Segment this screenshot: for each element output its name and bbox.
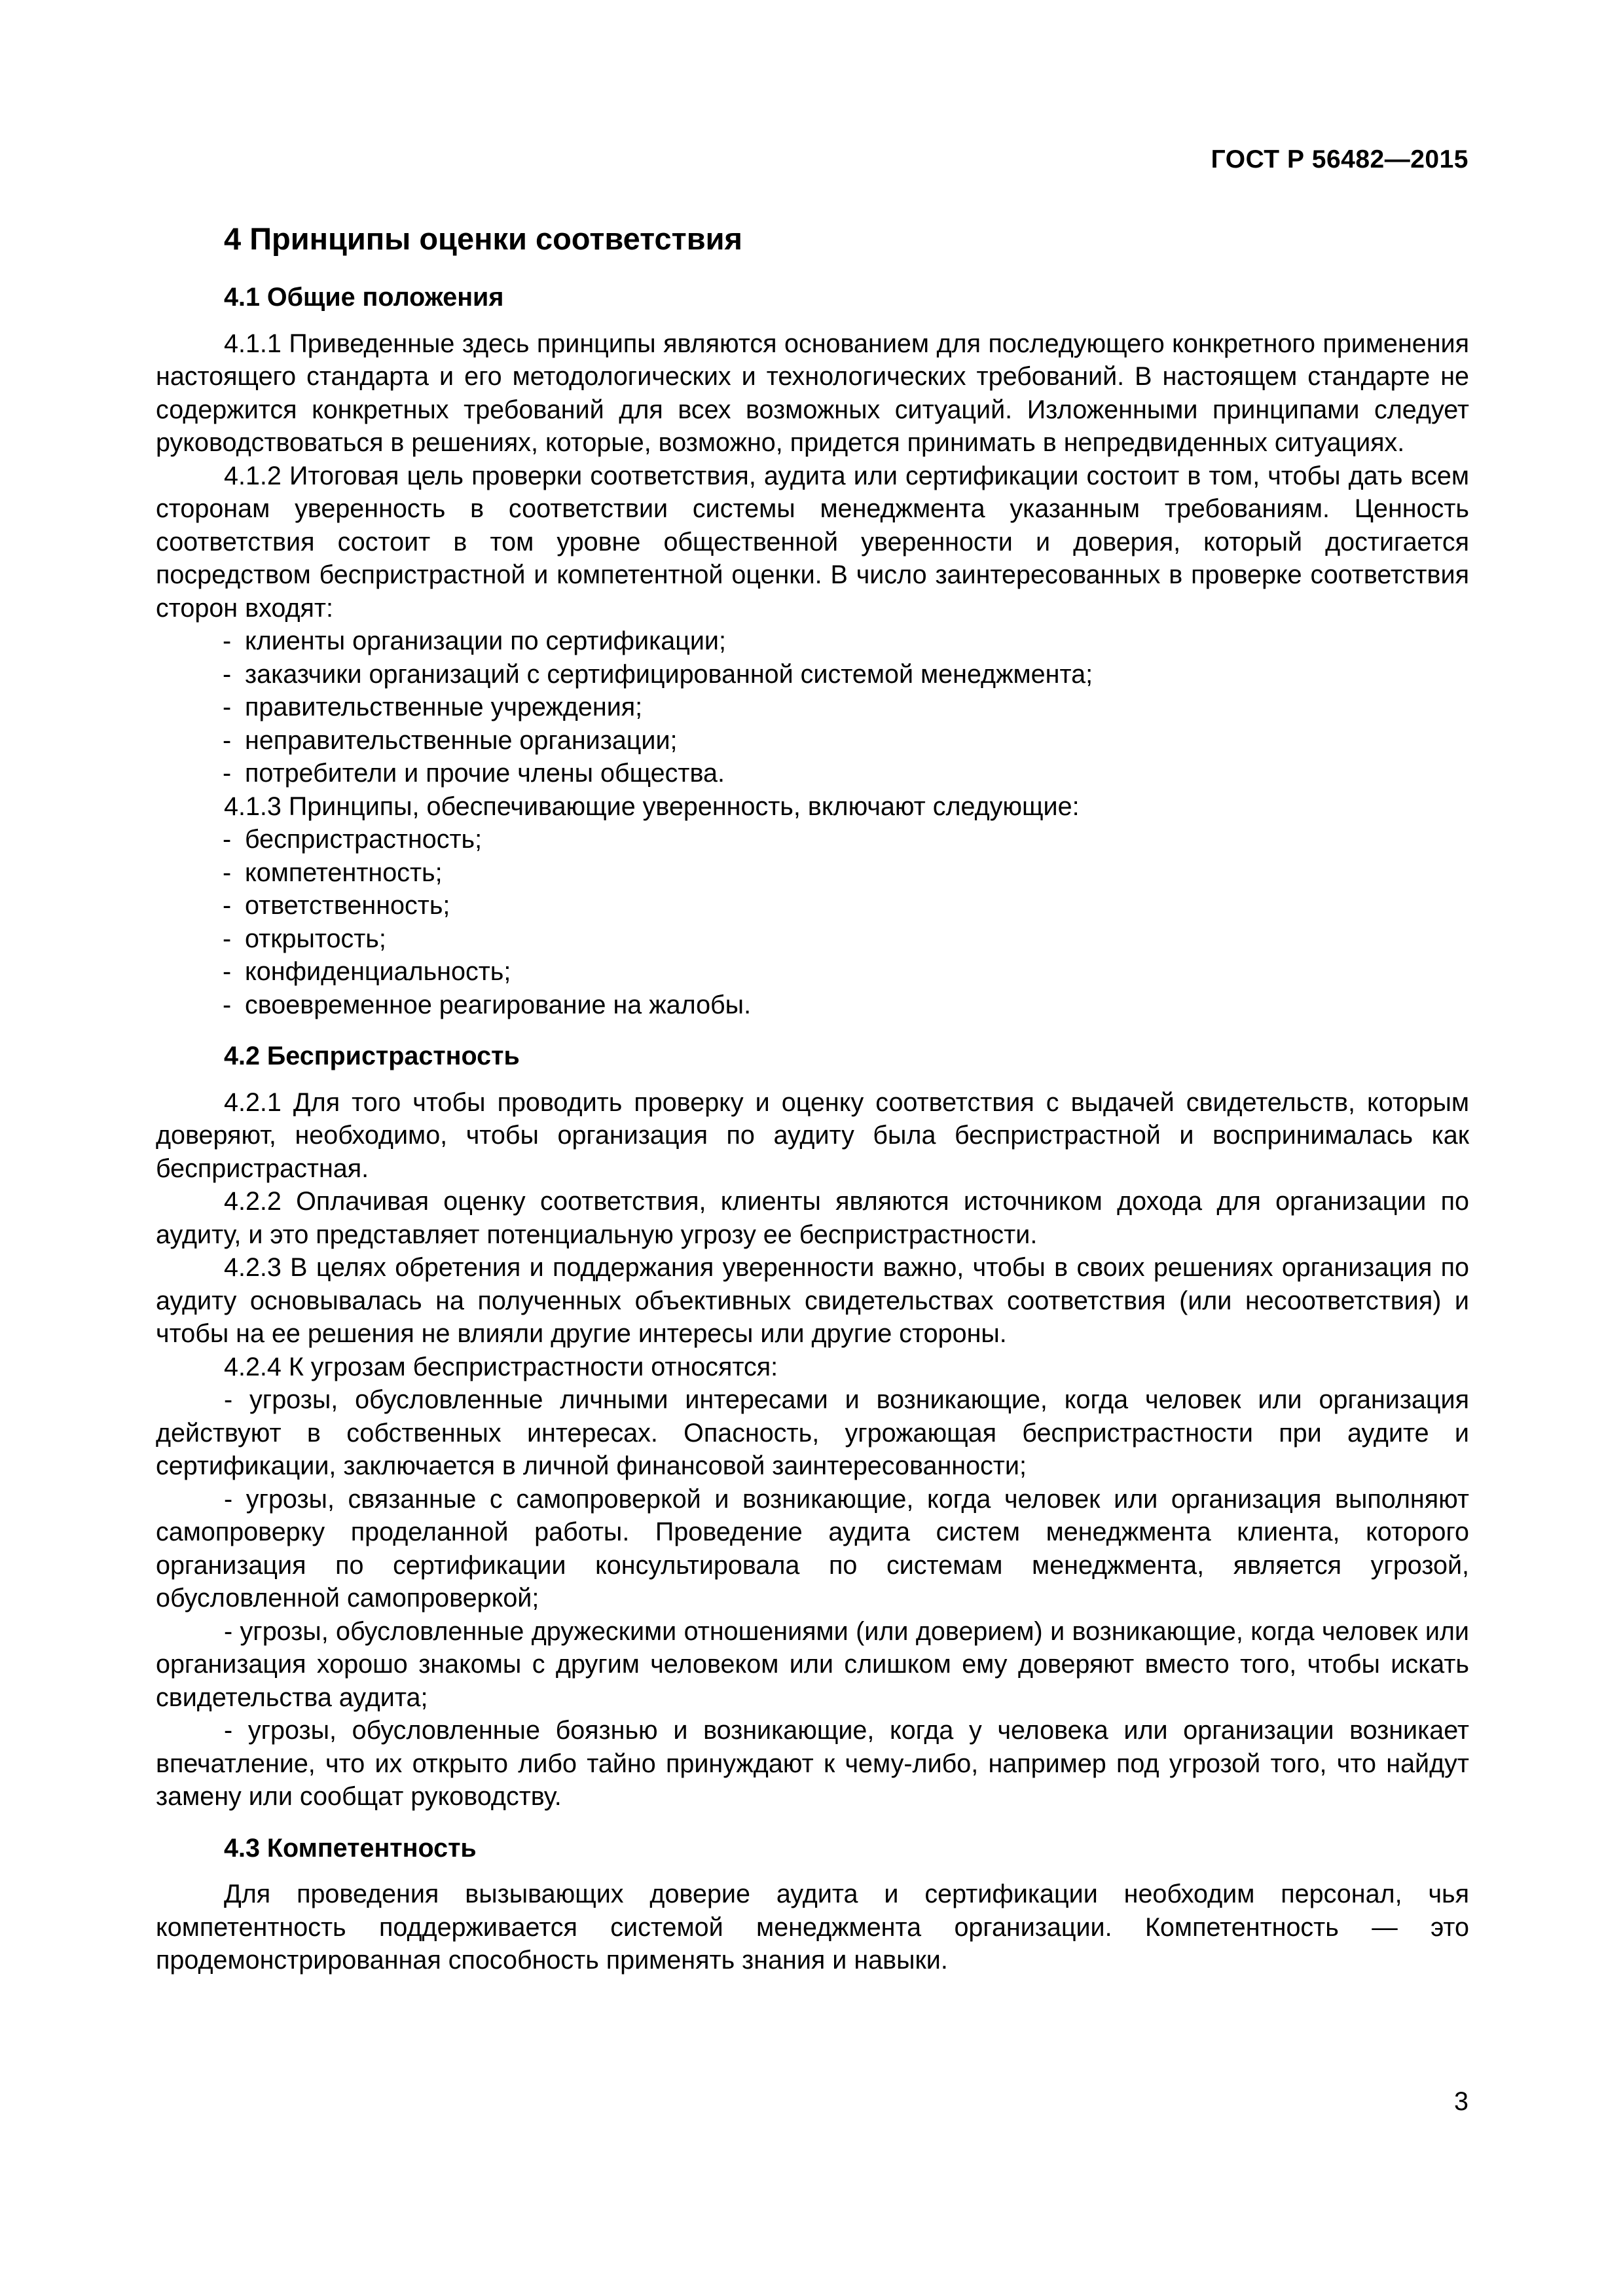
paragraph-4-1-2: 4.1.2 Итоговая цель проверки соответствия, аудита или сертификации состоит в том, чтобы дать всем сторонам уверенность в соответствии системы менеджмента указанным требованиям. Ценность соответствия состоит в том уровне общественной уверенности и доверия, который достигается посредством беспристрастной и компетентной оценки. В число заинтересованных в проверке соответствия сторон входят: (156, 461, 1469, 623)
list-item: - открытость; (223, 924, 386, 953)
paragraph-4-2-2: 4.2.2 Оплачивая оценку соответствия, клиенты являются источником дохода для организации по аудиту, и это представляет потенциальную угрозу ее беспристрастности. (156, 1187, 1469, 1249)
list-item: - правительственные учреждения; (223, 693, 643, 721)
stakeholders-list (156, 625, 1469, 790)
list-item: - клиенты организации по сертификации; (223, 627, 726, 655)
page-number: 3 (1454, 2087, 1468, 2116)
list-item: - неправительственные организации; (223, 725, 678, 755)
list-item: - ответственность; (223, 891, 450, 920)
paragraph-4-1-1: 4.1.1 Приведенные здесь принципы являются основанием для последующего конкретного применения настоящего стандарта и его методологических и технологических требований. В настоящем стандарте не содержится конкретных требований для всех возможных ситуаций. Изложенными принципами следует руководствоваться в решениях, которые, возможно, придется принимать в непредвиденных ситуациях. (156, 329, 1469, 457)
paragraph-4-2-1: 4.2.1 Для того чтобы проводить проверку и оценку соответствия с выдачей свидетельств, которым доверяют, необходимо, чтобы организация по аудиту была беспристрастной и воспринималась как беспристрастная. (156, 1087, 1469, 1183)
paragraph-4-1-3: 4.1.3 Принципы, обеспечивающие уверенность, включают следующие: (224, 792, 1080, 821)
subsection-title-4-3: 4.3 Компетентность (224, 1833, 477, 1863)
paragraph-4-2-3: 4.2.3 В целях обретения и поддержания уверенности важно, чтобы в своих решениях организация по аудиту основывалась на полученных объективных свидетельствах соответствия (или несоответствия) и чтобы на ее решения не влияли другие интересы или другие стороны. (156, 1253, 1469, 1348)
subsection-title-4-1: 4.1 Общие положения (224, 283, 504, 312)
list-item: - беспристрастность; (223, 825, 483, 854)
list-item: - своевременное реагирование на жалобы. (223, 990, 752, 1019)
list-item: - потребители и прочие члены общества. (223, 759, 725, 788)
threat-self-review: - угрозы, связанные с самопроверкой и возникающие, когда человек или организация выполняют самопроверку проделанной работы. Проведение аудита систем менеджмента клиента, которого организация по сертификации консультировала по системам менеджмента, является угрозой, обусловленной самопроверкой; (156, 1484, 1469, 1613)
threat-intimidation: - угрозы, обусловленные боязнью и возникающие, когда у человека или организации возникает впечатление, что их открыто либо тайно принуждают к чему-либо, например под угрозой того, что найдут замену или сообщат руководству. (156, 1716, 1469, 1811)
subsection-title-4-2: 4.2 Беспристрастность (224, 1042, 520, 1070)
section-title: 4 Принципы оценки соответствия (224, 221, 742, 256)
document-body (156, 219, 1469, 1977)
document-code: ГОСТ Р 56482—2015 (1211, 145, 1468, 173)
threat-self-interest: - угрозы, обусловленные личными интересами и возникающие, когда человек или организация действуют в собственных интересах. Опасность, угрожающая беспристрастности при аудите и сертификации, заключается в личной финансовой заинтересованности; (156, 1385, 1469, 1480)
list-item: - заказчики организаций с сертифицированной системой менеджмента; (223, 659, 1093, 689)
paragraph-4-2-4: 4.2.4 К угрозам беспристрастности относятся: (224, 1352, 778, 1381)
paragraph-4-3: Для проведения вызывающих доверие аудита и сертификации необходим персонал, чья компетентность поддерживается системой менеджмента организации. Компетентность — это продемонстрированная способность применять знания и навыки. (156, 1880, 1469, 1975)
threat-familiarity: - угрозы, обусловленные дружескими отношениями (или доверием) и возникающие, когда человек или организация хорошо знакомы с другим человеком или слишком ему доверяют вместо того, чтобы искать свидетельства аудита; (156, 1616, 1469, 1712)
list-item: - компетентность; (223, 858, 443, 887)
list-item: - конфиденциальность; (223, 957, 511, 986)
principles-list (156, 823, 1469, 1021)
